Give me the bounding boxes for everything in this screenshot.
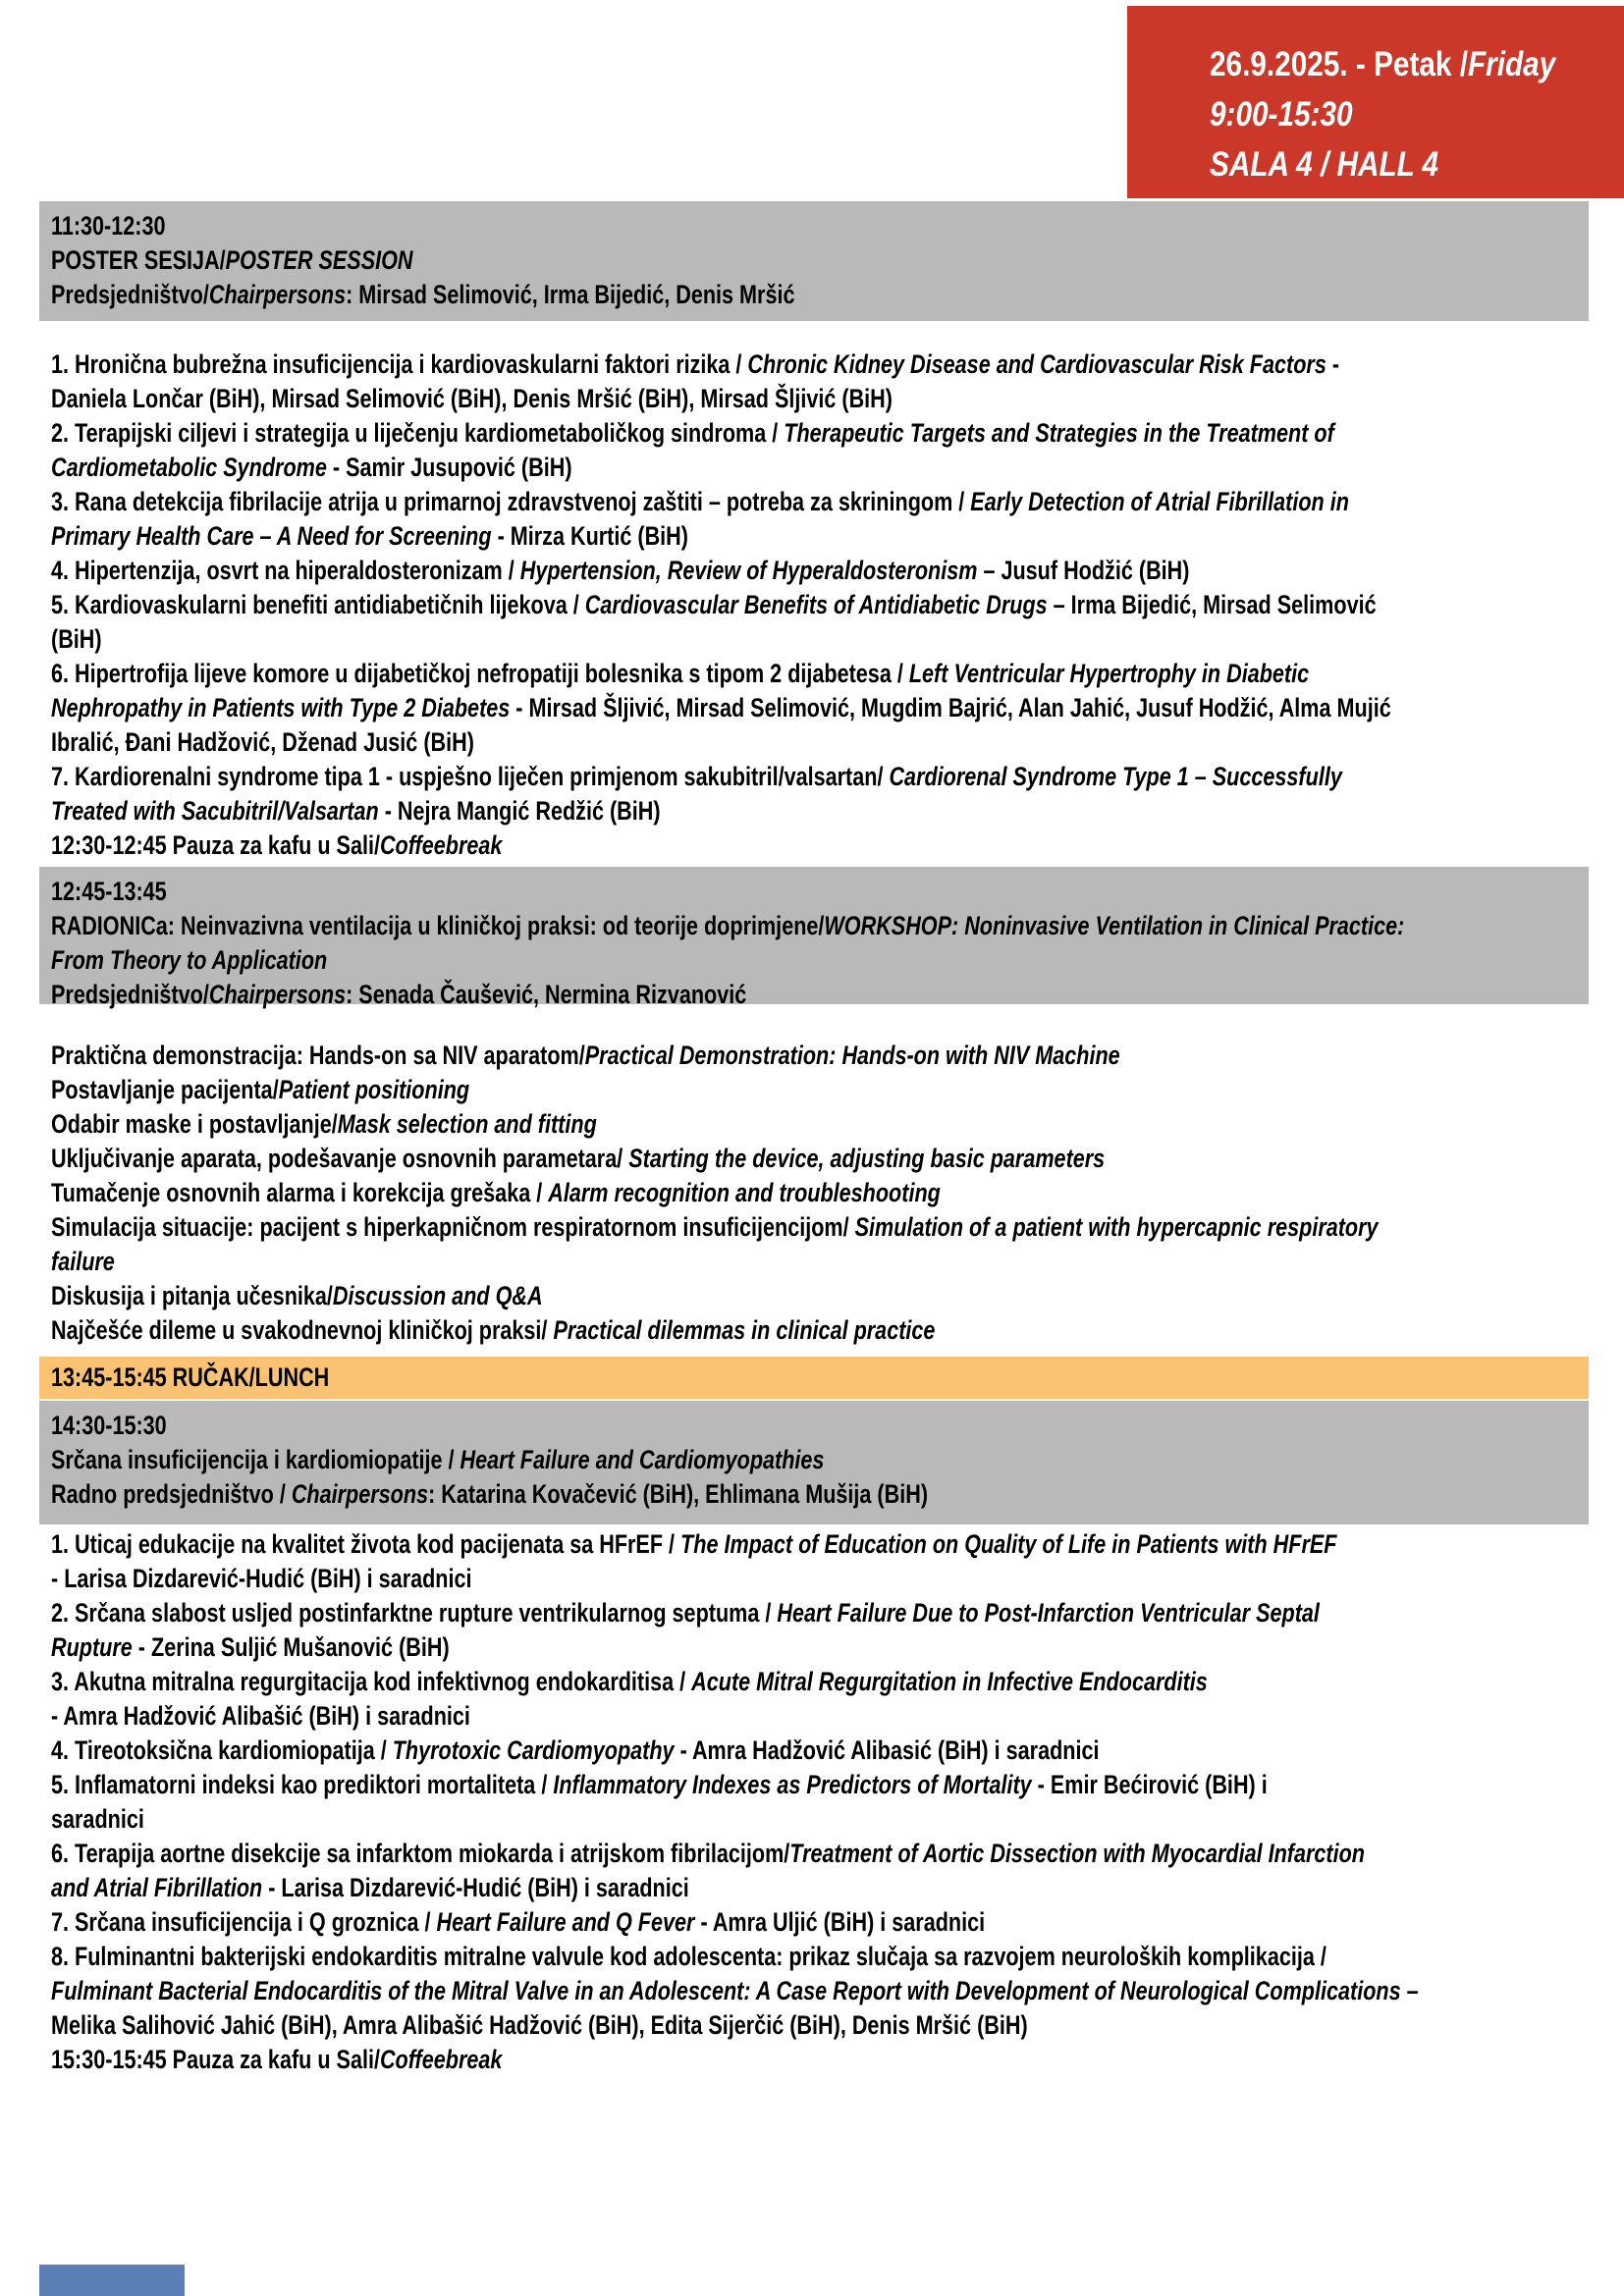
italic-text-run: WORKSHOP: Noninvasive Ventilation in Clinical Practice: [824, 911, 1405, 940]
text-run: 1. Uticaj edukacije na kvalitet života kod pacijenata sa HFrEF / [51, 1529, 681, 1559]
italic-text-run: and Atrial Fibrillation [51, 1873, 263, 1902]
session-header-workshop [39, 867, 1589, 1009]
text-run: - Emir Bećirović (BiH) i [1031, 1770, 1268, 1799]
text-line [51, 1837, 1365, 1871]
session-header-heart-failure [39, 1401, 1589, 1524]
text-line [51, 2008, 1305, 2043]
text-run: 3. Akutna mitralna regurgitacija kod infektivnog endokarditisa / [51, 1667, 692, 1696]
text-run: Predsjedništvo/ [51, 280, 209, 309]
italic-text-run: Nephropathy in Patients with Type 2 Diabetes [51, 693, 511, 722]
text-line [51, 943, 1281, 978]
italic-text-run: Acute Mitral Regurgitation in Infective Endocarditis [691, 1667, 1208, 1696]
text-line [51, 1361, 1281, 1395]
poster-session-list [51, 347, 1618, 863]
text-run: (BiH) [51, 624, 102, 654]
text-line [51, 978, 1281, 1012]
text-run: 14:30-15:30 [51, 1411, 167, 1440]
text-line [51, 1802, 1305, 1837]
italic-text-run: Chairpersons [208, 980, 347, 1009]
italic-text-run: Cardiovascular Benefits of Antidiabetic Drugs [584, 590, 1048, 619]
text-run: - Zerina Suljić Mušanović (BiH) [132, 1632, 450, 1662]
italic-text-run: Patient positioning [278, 1075, 470, 1104]
italic-text-run: POSTER SESSION [225, 245, 413, 275]
text-run: - Larisa Dizdarević-Hudić (BiH) i saradnici [51, 1564, 472, 1593]
text-line [1210, 139, 1562, 189]
text-run: Simulacija situacije: pacijent s hiperkapničnom respiratornom insuficijencijom/ [51, 1212, 855, 1242]
lunch-banner [39, 1357, 1589, 1399]
italic-text-run: Simulation of a patient with hypercapnic respiratory [854, 1212, 1379, 1242]
italic-text-run: Cardiorenal Syndrome Type 1 – Successfully [889, 762, 1342, 791]
italic-text-run: Heart Failure and Q Fever [436, 1907, 695, 1937]
text-run: 1. Hronična bubrežna insuficijencija i kardiovaskularni faktori rizika / [51, 349, 748, 379]
text-run: 7. Srčana insuficijencija i Q groznica / [51, 1907, 437, 1937]
text-line [51, 416, 1334, 451]
text-run: 13:45-15:45 RUČAK/LUNCH [51, 1362, 330, 1392]
italic-text-run: Rupture [51, 1632, 133, 1662]
text-line [51, 209, 1281, 243]
text-line [51, 588, 1377, 622]
text-line [51, 1210, 1379, 1245]
text-line [51, 382, 1305, 416]
text-line [1210, 39, 1562, 89]
text-line [51, 1871, 1305, 1905]
text-line [51, 828, 1305, 863]
italic-text-run: Coffeebreak [379, 2045, 503, 2074]
text-line [51, 875, 1281, 909]
italic-text-run: Chronic Kidney Disease and Cardiovascular Risk Factors [747, 349, 1326, 379]
text-line [1210, 89, 1562, 139]
text-line [51, 451, 1305, 485]
text-run: 15:30-15:45 Pauza za kafu u Sali/ [51, 2045, 380, 2074]
text-line [51, 1245, 1305, 1279]
session-header-poster [39, 201, 1589, 321]
date-hall-header [1127, 6, 1624, 198]
italic-text-run: Mask selection and fitting [337, 1109, 597, 1139]
text-line [51, 1477, 1281, 1512]
italic-text-run: Practical Demonstration: Hands-on with NIV Machine [584, 1041, 1120, 1070]
text-line [51, 1142, 1305, 1176]
text-run: - Amra Hadžović Alibasić (BiH) i saradnici [674, 1735, 1100, 1765]
text-line [51, 1596, 1320, 1630]
text-run: 4. Tireotoksična kardiomiopatija / [51, 1735, 393, 1765]
heart-failure-session-list [51, 1527, 1618, 2077]
text-run: 5. Inflamatorni indeksi kao prediktori mortaliteta / [51, 1770, 554, 1799]
text-line [51, 1107, 1305, 1142]
text-run: - Nejra Mangić Redžić (BiH) [378, 796, 661, 826]
text-line [51, 2043, 1305, 2077]
text-line [51, 794, 1305, 828]
text-run: POSTER SESIJA/ [51, 245, 226, 275]
italic-text-run: Primary Health Care – A Need for Screening [51, 521, 492, 551]
text-run: Daniela Lončar (BiH), Mirsad Selimović (BiH), Denis Mršić (BiH), Mirsad Šljivić (BiH) [51, 384, 893, 413]
text-line [51, 1905, 1305, 1940]
text-run: saradnici [51, 1804, 144, 1834]
text-line [51, 1665, 1305, 1699]
italic-text-run: Therapeutic Targets and Strategies in the Treatment of [784, 418, 1334, 448]
italic-text-run: Alarm recognition and troubleshooting [548, 1178, 941, 1207]
text-line [51, 1039, 1305, 1073]
text-run: Ibralić, Đani Hadžović, Dženad Jusić (BiH) [51, 727, 474, 757]
text-run: RADIONICa: Neinvazivna ventilacija u kliničkoj praksi: od teorije doprimjene/ [51, 911, 825, 940]
text-line [51, 1699, 1305, 1734]
text-line [51, 1940, 1326, 1974]
text-run: 6. Terapija aortne disekcije sa infarktom miokarda i atrijskom fibrilacijom/ [51, 1839, 790, 1868]
italic-text-run: Thyrotoxic Cardiomyopathy [392, 1735, 675, 1765]
text-run: : Katarina Kovačević (BiH), Ehlimana Mušija (BiH) [428, 1479, 929, 1509]
italic-text-run: Treated with Sacubitril/Valsartan [51, 796, 379, 826]
text-run: Uključivanje aparata, podešavanje osnovnih parametara/ [51, 1144, 629, 1173]
text-line [51, 1176, 1305, 1210]
text-run: Tumačenje osnovnih alarma i korekcija grešaka / [51, 1178, 549, 1207]
text-line [51, 1630, 1305, 1665]
text-line [51, 347, 1340, 382]
text-run: Postavljanje pacijenta/ [51, 1075, 279, 1104]
text-run: 2. Terapijski ciljevi i strategija u liječenju kardiometaboličkog sindroma / [51, 418, 785, 448]
text-line [51, 909, 1405, 943]
text-run: Srčana insuficijencija i kardiomiopatije / [51, 1445, 460, 1474]
text-line [51, 1279, 1305, 1313]
text-line [51, 1073, 1305, 1107]
text-run: - Amra Uljić (BiH) i saradnici [694, 1907, 986, 1937]
text-run: 5. Kardiovaskularni benefiti antidiabetičnih lijekova / [51, 590, 585, 619]
italic-text-run: Discussion and Q&A [332, 1281, 543, 1310]
text-run: : Mirsad Selimović, Irma Bijedić, Denis Mršić [346, 280, 795, 309]
text-line [51, 243, 1281, 278]
italic-text-run: Cardiometabolic Syndrome [51, 453, 327, 482]
text-run: Diskusija i pitanja učesnika/ [51, 1281, 333, 1310]
italic-text-run: Chairpersons [291, 1479, 429, 1509]
italic-text-run: From Theory to Application [51, 945, 328, 975]
text-run: 11:30-12:30 [51, 211, 166, 240]
text-line [51, 1974, 1419, 2008]
text-run: : Senada Čaušević, Nermina Rizvanović [346, 980, 747, 1009]
italic-text-run: failure [51, 1247, 115, 1276]
text-line [51, 278, 1281, 312]
text-run: 26.9.2025. - Petak / [1210, 45, 1468, 83]
italic-text-run: Hypertension, Review of Hyperaldosteronism [519, 556, 978, 585]
italic-text-run: Inflammatory Indexes as Predictors of Mortality [553, 1770, 1032, 1799]
text-line [51, 760, 1342, 794]
italic-text-run: Heart Failure Due to Post-Infarction Ventricular Septal [777, 1598, 1320, 1628]
italic-text-run: Treatment of Aortic Dissection with Myocardial Infarction [789, 1839, 1365, 1868]
text-run: - Larisa Dizdarević-Hudić (BiH) i saradnici [262, 1873, 689, 1902]
text-run: 3. Rana detekcija fibrilacije atrija u primarnoj zdravstvenoj zaštiti – potreba za skriningom / [51, 487, 971, 516]
text-run: Odabir maske i postavljanje/ [51, 1109, 338, 1139]
italic-text-run: The Impact of Education on Quality of Life in Patients with HFrEF [680, 1529, 1337, 1559]
text-run: Melika Salihović Jahić (BiH), Amra Alibašić Hadžović (BiH), Edita Sijerčić (BiH), Denis Mršić (BiH) [51, 2010, 1028, 2040]
text-line [51, 1313, 1305, 1348]
text-run: 8. Fulminantni bakterijski endokarditis mitralne valvule kod adolescenta: prikaz slučaja sa razvojem neuroloških komplikacija / [51, 1942, 1326, 1971]
text-line [51, 1768, 1305, 1802]
italic-text-run: Friday [1467, 45, 1556, 83]
text-line [51, 725, 1305, 760]
italic-text-run: SALA 4 / HALL 4 [1210, 145, 1439, 184]
text-run: 12:30-12:45 Pauza za kafu u Sali/ [51, 830, 380, 860]
text-run: - Amra Hadžović Alibašić (BiH) i saradnici [51, 1701, 470, 1731]
italic-text-run: Early Detection of Atrial Fibrillation in [970, 487, 1349, 516]
text-line [51, 519, 1305, 554]
text-run: - Samir Jusupović (BiH) [326, 453, 572, 482]
text-run: - Mirza Kurtić (BiH) [491, 521, 688, 551]
italic-text-run: Coffeebreak [379, 830, 503, 860]
text-run: 7. Kardiorenalni syndrome tipa 1 - uspješno liječen primjenom sakubitril/valsartan/ [51, 762, 890, 791]
text-run: 12:45-13:45 [51, 877, 167, 906]
text-run: – [1400, 1976, 1419, 2005]
text-run: 4. Hipertenzija, osvrt na hiperaldosteronizam / [51, 556, 520, 585]
text-line [51, 1443, 1281, 1477]
italic-text-run: Fulminant Bacterial Endocarditis of the Mitral Valve in an Adolescent: A Case Report with Development of Neurological Complications [51, 1976, 1401, 2005]
italic-text-run: Practical dilemmas in clinical practice [553, 1315, 936, 1345]
text-line [51, 1409, 1281, 1443]
italic-text-run: 9:00-15:30 [1210, 95, 1353, 133]
text-run: Praktična demonstracija: Hands-on sa NIV aparatom/ [51, 1041, 585, 1070]
text-line [51, 622, 1305, 657]
text-run: Radno predsjedništvo / [51, 1479, 292, 1509]
italic-text-run: Heart Failure and Cardiomyopathies [460, 1445, 825, 1474]
text-run: - [1326, 349, 1340, 379]
text-line [51, 554, 1305, 588]
text-line [51, 691, 1391, 725]
italic-text-run: Starting the device, adjusting basic parameters [628, 1144, 1106, 1173]
text-line [51, 485, 1349, 519]
text-run: – Jusuf Hodžić (BiH) [977, 556, 1190, 585]
text-run: Najčešće dileme u svakodnevnoj kliničkoj praksi/ [51, 1315, 554, 1345]
text-line [51, 1562, 1305, 1596]
text-run: - Mirsad Šljivić, Mirsad Selimović, Mugdim Bajrić, Alan Jahić, Jusuf Hodžić, Alma Mujić [510, 693, 1391, 722]
workshop-items-list [51, 1039, 1618, 1348]
text-line [51, 1527, 1337, 1562]
text-run: Predsjedništvo/ [51, 980, 209, 1009]
text-line [51, 657, 1310, 691]
italic-text-run: Chairpersons [208, 280, 347, 309]
text-line [51, 1734, 1305, 1768]
text-run: 2. Srčana slabost usljed postinfarktne rupture ventrikularnog septuma / [51, 1598, 778, 1628]
next-section-blue-strip [39, 2265, 185, 2296]
text-run: 6. Hipertrofija lijeve komore u dijabetičkoj nefropatiji bolesnika s tipom 2 dijabetesa / [51, 659, 909, 688]
italic-text-run: Left Ventricular Hypertrophy in Diabetic [908, 659, 1310, 688]
text-run: – Irma Bijedić, Mirsad Selimović [1047, 590, 1377, 619]
